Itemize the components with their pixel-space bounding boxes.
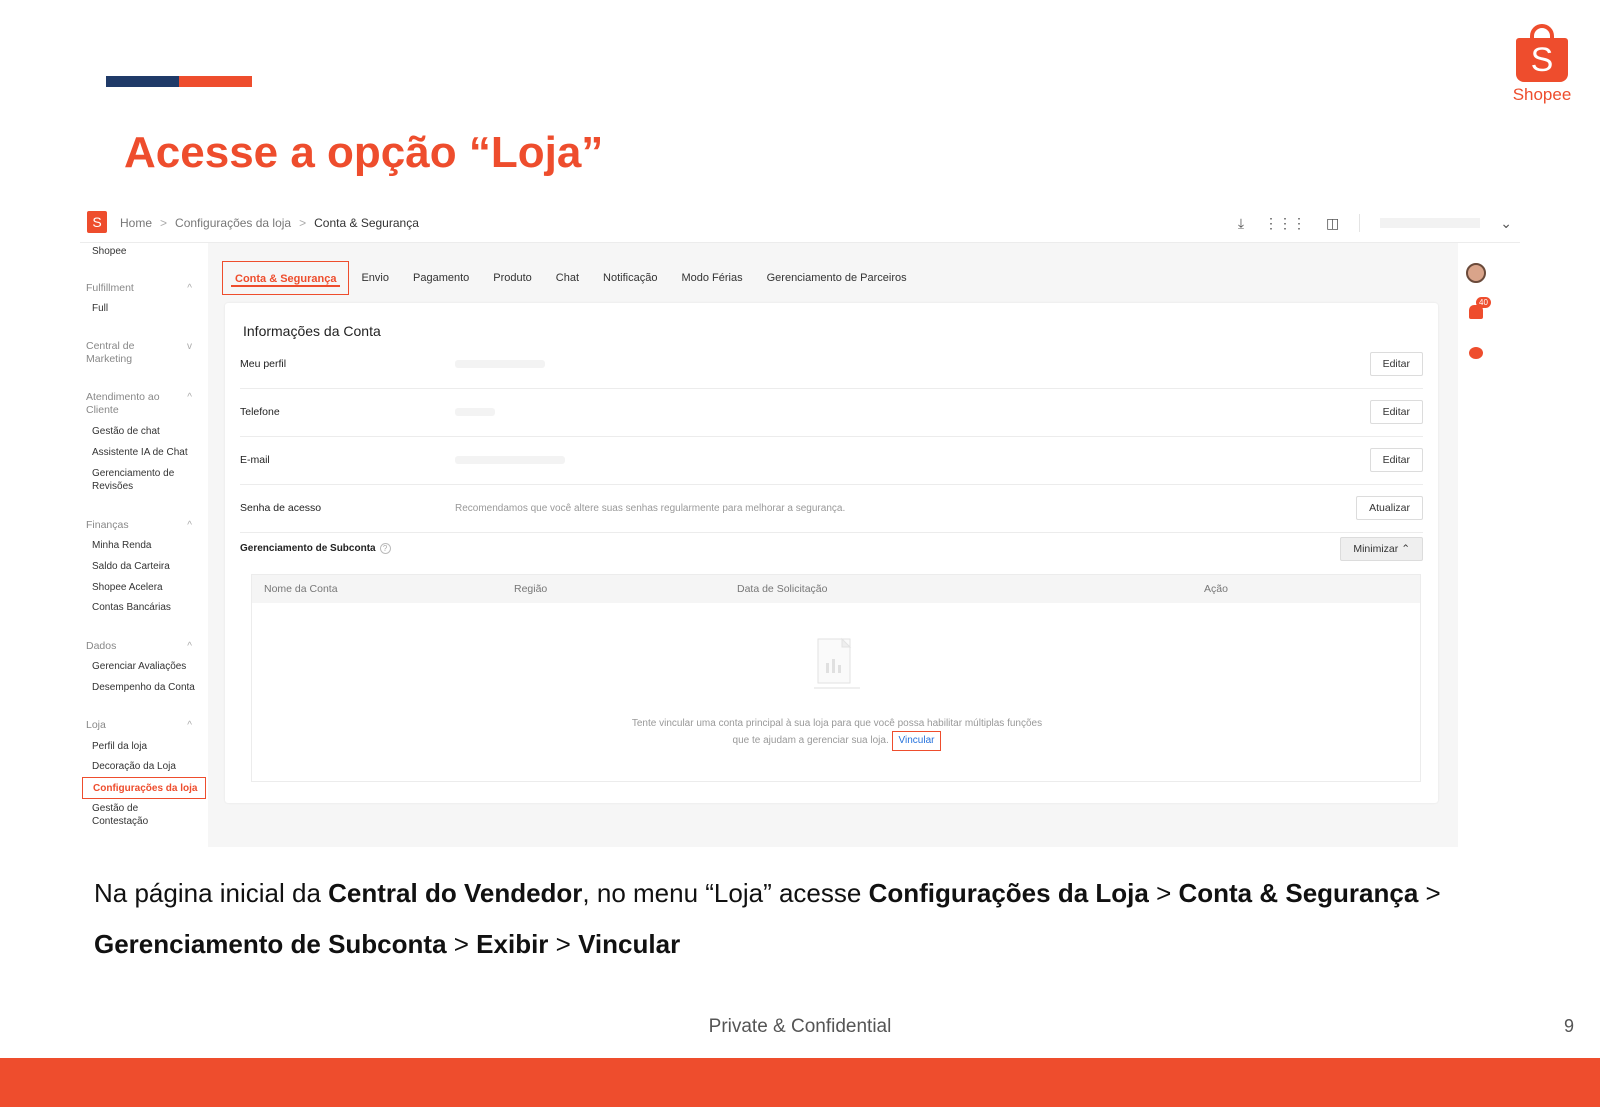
sidebar-section[interactable]: Atendimento ao Cliente	[86, 391, 160, 416]
minimize-button[interactable]	[1340, 537, 1423, 561]
sidebar-item[interactable]: Desempenho da Conta	[92, 682, 195, 693]
sidebar-item[interactable]: Gerenciar Avaliações	[92, 661, 187, 672]
row-email	[240, 437, 1423, 485]
book-icon[interactable]: ◫	[1326, 214, 1340, 231]
tab-1[interactable]: Envio	[361, 272, 389, 284]
instruction-text	[94, 868, 1454, 970]
tab-2[interactable]: Pagamento	[413, 272, 470, 284]
breadcrumb-home[interactable]: Home	[120, 216, 153, 230]
instruction-emphasis: Central do Vendedor	[328, 878, 583, 908]
notification-badge: 40	[1476, 297, 1491, 308]
sidebar-item-active[interactable]: Configurações da loja	[82, 777, 206, 799]
right-rail	[1458, 243, 1520, 847]
breadcrumb-separator: >	[299, 216, 307, 230]
update-password-button[interactable]: Atualizar	[1356, 496, 1423, 520]
empty-message-line1: Tente vincular uma conta principal à sua loja para que você possa habilitar múltiplas funções	[631, 718, 1043, 729]
download-icon[interactable]: ⤓	[1237, 214, 1245, 231]
shopee-mini-logo[interactable]: S	[87, 211, 107, 233]
shopee-logo	[1504, 24, 1580, 112]
chevron-up-icon[interactable]: ^	[187, 720, 192, 731]
instruction-segment: >	[446, 929, 477, 959]
sidebar-item[interactable]: Shopee Acelera	[92, 582, 163, 593]
password-hint: Recomendamos que você altere suas senhas regularmente para melhorar a segurança.	[455, 503, 846, 514]
grid-icon[interactable]: ⋮⋮⋮	[1264, 214, 1307, 231]
logo-letter: S	[1516, 38, 1568, 82]
subaccount-table	[251, 574, 1421, 782]
tab-4[interactable]: Chat	[555, 272, 580, 284]
instruction-segment: , no menu “Loja” acesse	[582, 878, 869, 908]
row-label: Meu perfil	[240, 358, 287, 370]
edit-email-button[interactable]: Editar	[1370, 448, 1423, 472]
help-icon[interactable]: ?	[380, 543, 391, 554]
accent-bar	[106, 76, 252, 87]
settings-tabs	[222, 261, 919, 295]
sidebar-item[interactable]: Decoração da Loja	[92, 761, 176, 772]
subaccount-title	[240, 543, 391, 554]
sidebar-section[interactable]: Fulfillment	[86, 282, 134, 294]
chevron-down-icon[interactable]: v	[187, 341, 192, 352]
avatar[interactable]	[1466, 263, 1486, 283]
slide-title: Acesse a opção “Loja”	[124, 128, 604, 177]
sidebar-item[interactable]: Perfil da loja	[92, 741, 148, 752]
page-number: 9	[1563, 1016, 1574, 1036]
sidebar-item[interactable]: Full	[92, 303, 109, 314]
empty-message-line2: que te ajudam a gerenciar sua loja.	[732, 735, 889, 746]
account-name-placeholder	[1380, 218, 1480, 228]
main-content	[208, 243, 1458, 847]
instruction-segment: >	[1418, 878, 1441, 908]
sidebar-section[interactable]: Loja	[86, 719, 106, 731]
sidebar-item[interactable]: Gestão de chat	[92, 426, 160, 437]
column-header: Data de Solicitação	[737, 583, 828, 595]
sidebar-item[interactable]: Saldo da Carteira	[92, 561, 170, 572]
row-label: E-mail	[240, 454, 270, 466]
accent-bar-orange	[179, 76, 252, 87]
tab-0[interactable]: Conta & Segurança	[222, 261, 349, 295]
edit-phone-button[interactable]: Editar	[1370, 400, 1423, 424]
seller-center-screenshot	[80, 205, 1520, 847]
chevron-up-icon: ⌃	[1401, 543, 1410, 555]
column-header: Nome da Conta	[264, 583, 338, 595]
chevron-up-icon[interactable]: ^	[187, 283, 192, 294]
row-my-profile	[240, 341, 1423, 389]
row-label: Telefone	[240, 406, 280, 418]
top-bar	[80, 205, 1520, 243]
logo-word: Shopee	[1512, 85, 1572, 104]
accent-bar-navy	[106, 76, 179, 87]
row-label: Senha de acesso	[240, 502, 322, 514]
chat-icon[interactable]	[1469, 347, 1483, 359]
table-header	[252, 575, 1420, 603]
column-header: Ação	[1204, 583, 1228, 595]
instruction-emphasis: Gerenciamento de Subconta	[94, 929, 447, 959]
instruction-emphasis: Vincular	[578, 929, 681, 959]
hidden-value	[455, 456, 565, 464]
account-section-title: Informações da Conta	[243, 323, 381, 339]
sidebar-item[interactable]: Gerenciamento de Revisões	[92, 468, 175, 492]
chevron-up-icon[interactable]: ^	[187, 641, 192, 652]
sidebar-section[interactable]: Central de Marketing	[86, 340, 135, 365]
minimize-label: Minimizar	[1353, 543, 1399, 555]
instruction-segment: Na página inicial da	[94, 878, 329, 908]
sidebar	[80, 243, 208, 847]
breadcrumb-separator: >	[160, 216, 168, 230]
hidden-value	[455, 408, 495, 416]
empty-state-icon	[812, 635, 862, 695]
sidebar-item[interactable]: Gestão de Contestação	[92, 803, 149, 827]
hidden-value	[455, 360, 545, 368]
divider	[1359, 214, 1360, 232]
account-card	[225, 303, 1438, 803]
row-password	[240, 485, 1423, 533]
column-header: Região	[514, 583, 548, 595]
tab-3[interactable]: Produto	[493, 272, 532, 284]
sidebar-section[interactable]: Dados	[86, 640, 117, 652]
chevron-up-icon[interactable]: ^	[187, 520, 192, 531]
breadcrumb-store-settings[interactable]: Configurações da loja	[175, 216, 292, 230]
instruction-emphasis: Configurações da Loja	[868, 878, 1149, 908]
sidebar-item[interactable]: Shopee	[92, 246, 127, 257]
shopping-bag-icon	[1516, 24, 1568, 82]
sidebar-item[interactable]: Assistente IA de Chat	[92, 447, 188, 458]
row-phone	[240, 389, 1423, 437]
edit-profile-button[interactable]: Editar	[1370, 352, 1423, 376]
footer-confidential: Private & Confidential	[708, 1016, 892, 1037]
subaccount-title-text: Gerenciamento de Subconta	[240, 543, 376, 554]
sidebar-section[interactable]: Finanças	[86, 519, 129, 531]
instruction-emphasis: Conta & Segurança	[1178, 878, 1419, 908]
tab-6[interactable]: Modo Férias	[681, 272, 743, 284]
tab-5[interactable]: Notificação	[603, 272, 658, 284]
sidebar-item[interactable]: Minha Renda	[92, 540, 152, 551]
instruction-emphasis: Exibir	[476, 929, 549, 959]
empty-message	[592, 717, 1082, 751]
bottom-band	[0, 1058, 1600, 1107]
instruction-segment: >	[1148, 878, 1179, 908]
breadcrumb-current: Conta & Segurança	[314, 216, 419, 230]
top-icons	[1238, 214, 1512, 232]
breadcrumb	[120, 216, 419, 230]
instruction-segment: >	[548, 929, 579, 959]
chevron-down-icon[interactable]: ⌄	[1500, 214, 1512, 231]
tab-7[interactable]: Gerenciamento de Parceiros	[766, 272, 907, 284]
vincular-link[interactable]: Vincular	[892, 731, 942, 751]
chevron-up-icon[interactable]: ^	[187, 392, 192, 403]
sidebar-item[interactable]: Contas Bancárias	[92, 602, 171, 613]
